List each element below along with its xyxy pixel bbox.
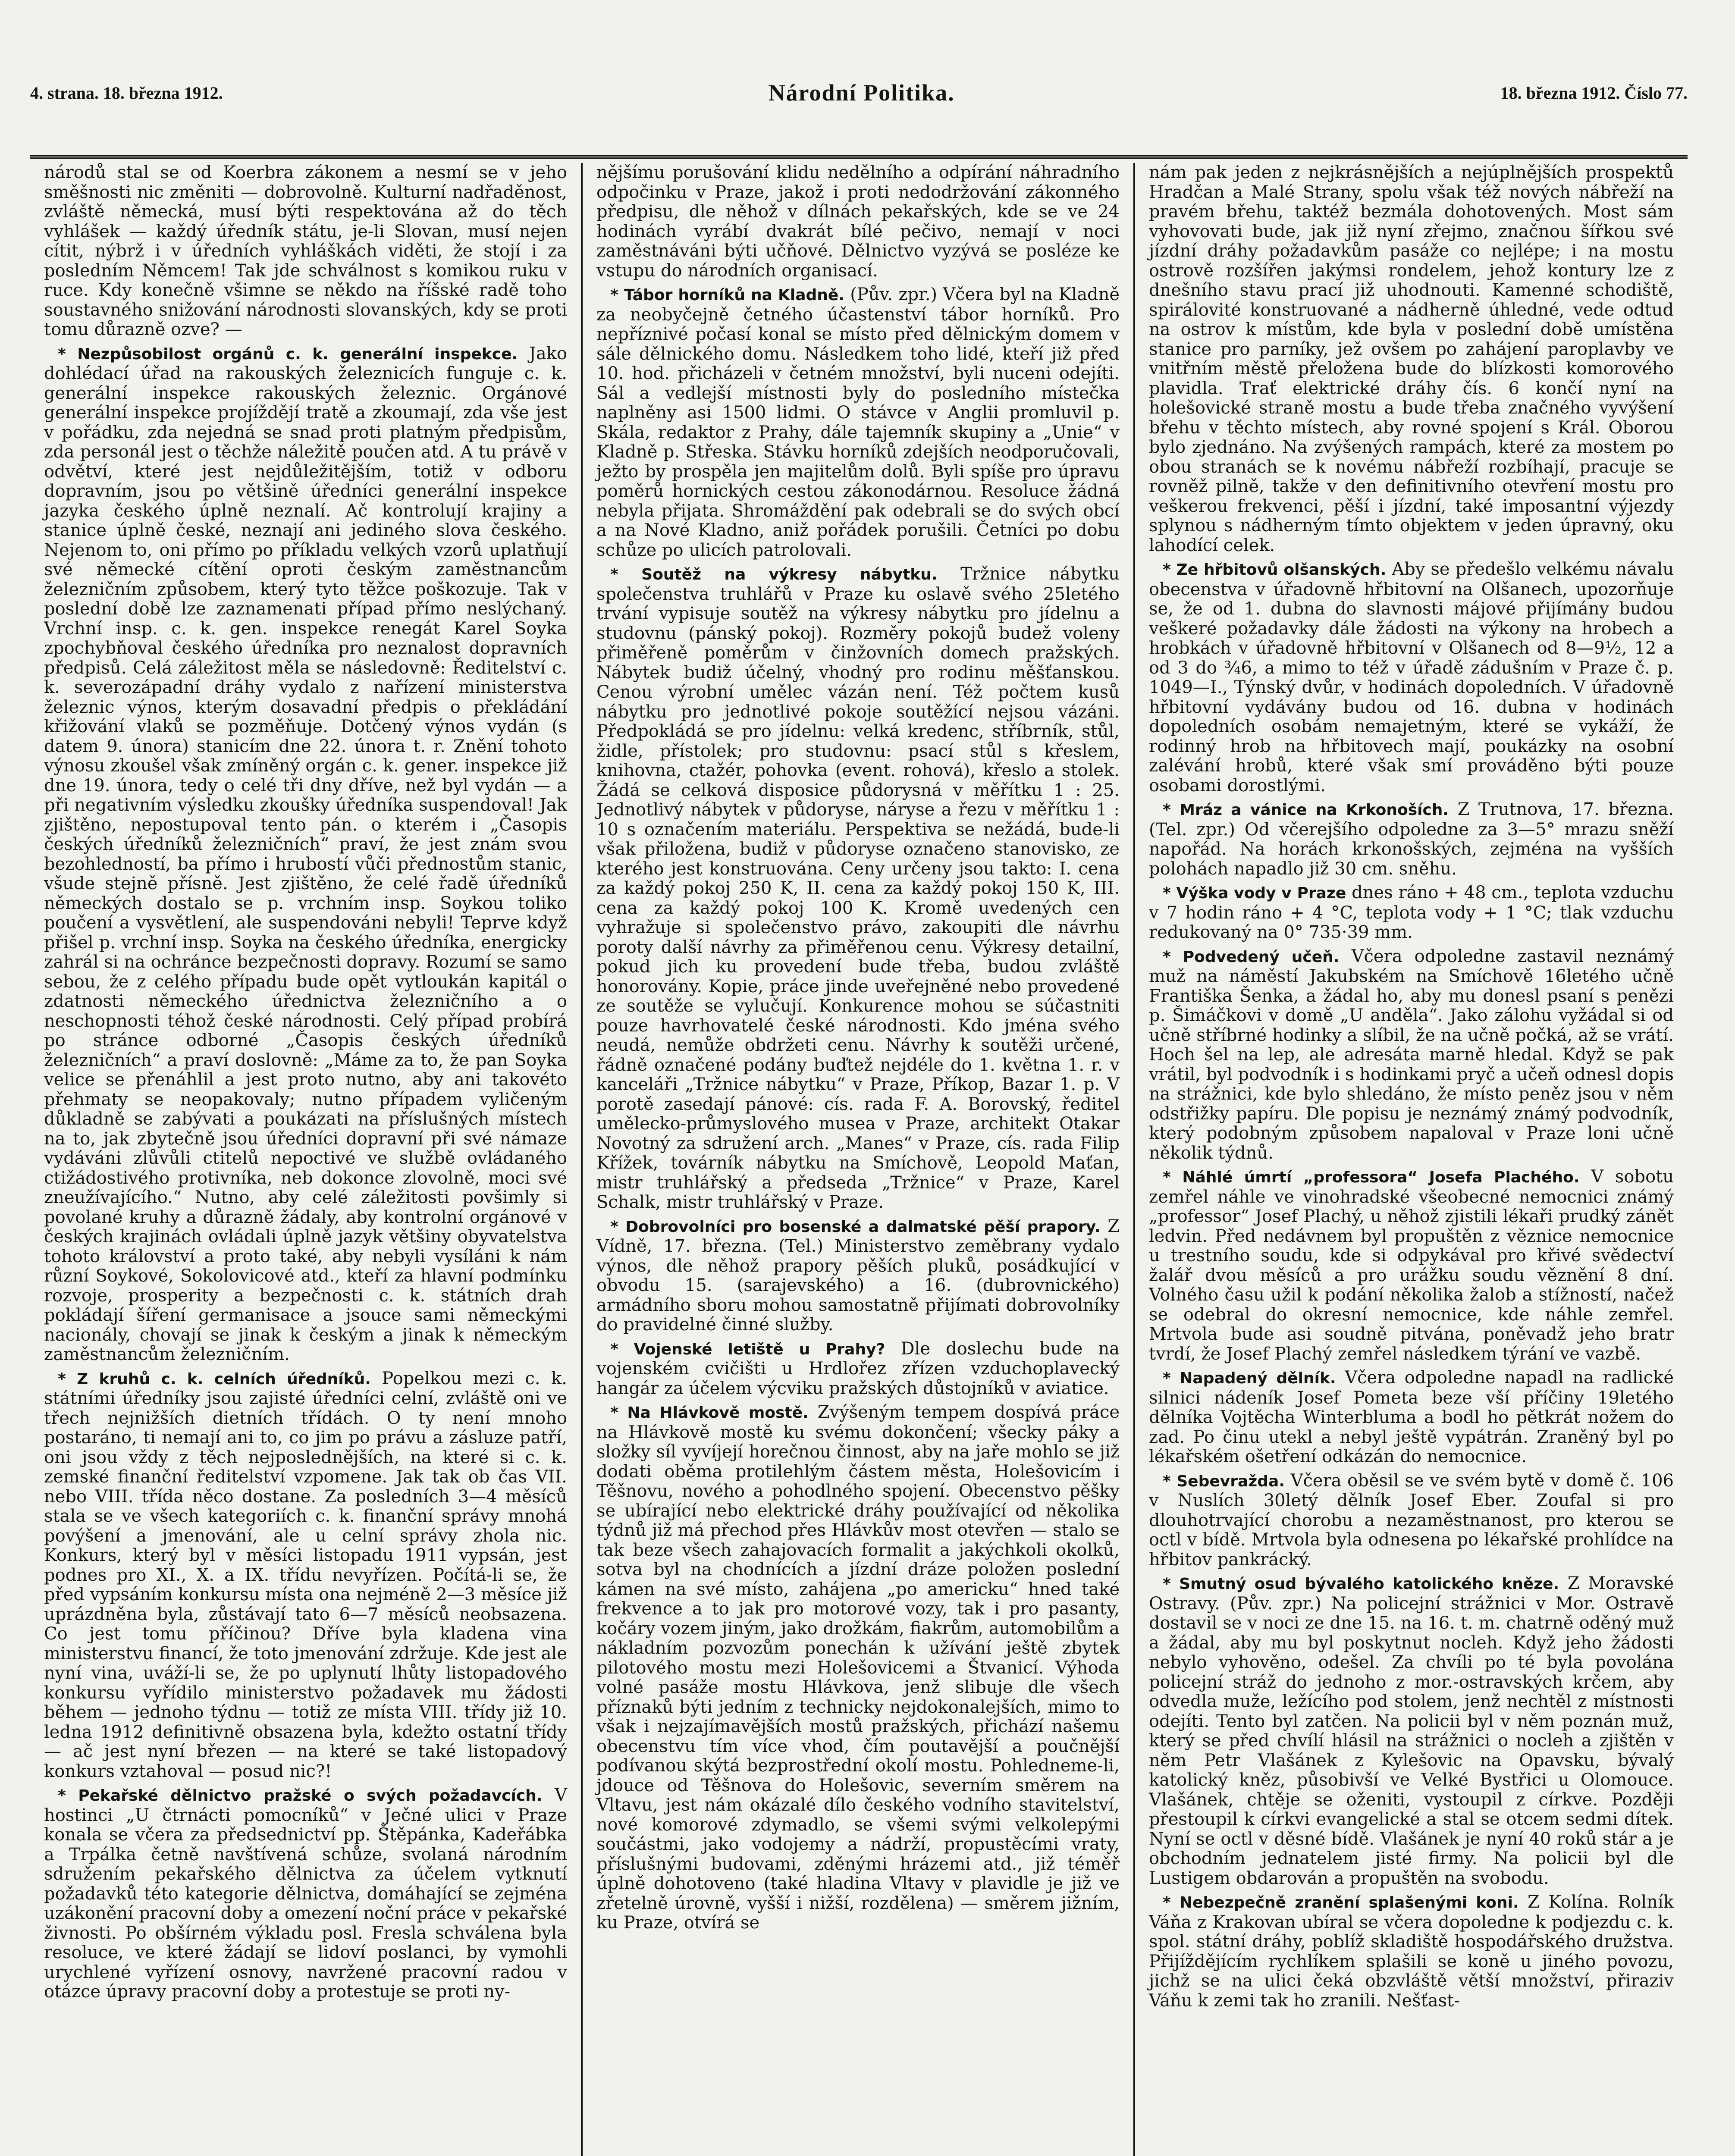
article-heading: * Pekařské dělnictvo pražské o svých požadavcích. — [58, 1787, 543, 1805]
columns — [30, 163, 1688, 2156]
column-3 — [1135, 163, 1688, 2156]
article-text: V hostinci „U čtrnácti pomocníků“ v Ječné ulici v Praze konala se včera za předsednictví pp. Štěpánka, Kadeřábka a Trpálka četně navštívená schůze, svolaná národním sdružením pekařského dělnictva za účelem vytknutí požadavků této kategorie dělnictva, domáhající se zejména uzákonění pracovní doby a omezení noční práce v pekařské živnosti. Po obšírném výkladu posl. Fresla schválena byla resoluce, ve které žádají se lidoví poslanci, by vymohli urychlené vyřízení osnovy, navržené pracovní radou v otázce úpravy pracovní doby a protestuje se proti ny- — [44, 1785, 567, 2002]
article-heading: * Smutný osud bývalého katolického kněze. — [1163, 1575, 1559, 1593]
article-text: nám pak jeden z nejkrásnějších a nejúplnějších prospektů Hradčan a Malé Strany, spolu však též nových nábřeží na pravém břehu, taktéž bezmála dohotovených. Most sám vyhovovati bude, jak již nyní zřejmo, značnou šířkou své jízdní dráhy požadavkům pasáže co nejlépe; i na mostu ostrově rozšířen jakýmsi rondelem, jehož kontury lze z dnešního stavu prací již uhodnouti. Kamenné schodiště, spirálovité konstruované a nádherně úhledné, vede odtud na ostrov k místům, kde byla v poslední době umístěna stanice pro parníky, jež ovšem po zahájení paroplavby ve vnitřním městě přeložena bude do blízkosti komorového plavidla. Trať elektrické dráhy čís. 6 končí nyní na holešovické straně mostu a bude třeba značného vyvýšení břehu v těchto místech, aby rovné spojení s Král. Oborou bylo zjednáno. Na zvýšených rampách, které za mostem po obou stranách se k novému nábřeží rozbíhají, pracuje se rovněž pilně, takže v den definitivního otevření mostu pro veškerou frekvenci, pěší i jízdní, také imposantní výjezdy splynou s nádherným tímto objektem v jeden úpravný, oku lahodící celek. — [1149, 163, 1674, 555]
article-paragraph — [44, 344, 567, 1365]
article-text: dnes ráno + 48 cm., teplota vzduchu v 7 hodin ráno + 4 °C, teplota vody + 1 °C; tlak vzduchu redukovaný na 0° 735·39 mm. — [1149, 883, 1674, 942]
article-paragraph — [1149, 560, 1674, 796]
article-heading: * Dobrovolníci pro bosenské a dalmatské pěší prapory. — [610, 1218, 1101, 1236]
page-header — [30, 13, 1688, 159]
article-paragraph — [596, 564, 1120, 1213]
article-paragraph — [1149, 947, 1674, 1163]
article-paragraph — [1149, 883, 1674, 943]
article-heading: * Nebezpečně zranění splašenými koni. — [1163, 1894, 1519, 1912]
article-heading: * Z kruhů c. k. celních úředníků. — [58, 1370, 371, 1388]
article-text: Aby se předešlo velkému návalu obecenstva v úřadovně hřbitovní na Olšanech, upozorňuje se, že od 1. dubna do slavnosti májové přijímány budou veškeré požadavky dále žádosti na výkony na hrobech a hrobkách v úřadovně hřbitovní v Olšanech od 8—9½, 12 a od 3 do ¾6, a mimo to též v úřadě zádušním v Praze č. p. 1049—I., Týnský dvůr, v hodinách dopoledních. V úřadovně hřbitovní vydávány budou od 16. dubna v hodinách dopoledních osobám nemajetným, které se vykáží, že rodinný hrob na hřbitovech mají, poukázky na osobní zalévání hrobů, které však smí prováděno býti pouze osobami dorostlými. — [1149, 559, 1674, 796]
article-heading: * Tábor horníků na Kladně. — [610, 286, 845, 304]
article-paragraph — [44, 163, 567, 340]
article-text: Z Vídně, 17. března. (Tel.) Ministerstvo zeměbrany vydalo výnos, dle něhož prapory pěších pluků, posádkující v obvodu 15. (sarajevského) a 16. (dubrovnického) armádního sboru mohou samostatně přijímati dobrovolníky do pravidelné činné služby. — [596, 1216, 1120, 1335]
article-text: nějšímu porušování klidu nedělního a odpírání náhradního odpočinku v Praze, jakož i proti nedodržování zákonného předpisu, dle něhož v dílnách pekařských, kde se ve 24 hodinách vyrábí dvakrát bílé pečivo, nemají v noci zaměstnáváni býti učňové. Dělnictvo vyzývá se posléze ke vstupu do národních organisací. — [596, 163, 1120, 281]
article-paragraph — [44, 1786, 567, 2002]
article-text: Včera odpoledne zastavil neznámý muž na náměstí Jakubském na Smíchově 16letého učně Františka Šenka, a žádal ho, aby mu donesl psaní s penězi p. Šimáčkovi v domě „U anděla“. Jako zálohu vyžádal si od učně stříbrné hodinky a slíbil, že na učně počká, až se vrátí. Hoch šel na lep, ale adresáta marně hledal. Když se pak vrátil, byl podvodník i s hodinkami pryč a učeň odnesl dopis na strážnici, kde bylo shledáno, že místo peněz jsou v něm odstřižky papíru. Dle popisu je neznámý známý podvodník, který podobným způsobem napaloval v Praze loni učně několik týdnů. — [1149, 946, 1674, 1163]
article-paragraph — [596, 285, 1120, 560]
article-heading: * Na Hlávkově mostě. — [610, 1404, 809, 1422]
article-text: Včera odpoledne napadl na radlické silnici nádeník Josef Pometa beze vší příčiny 19letého dělníka Vojtěcha Winterbluma a bodl ho pětkrát nožem do zad. Po činu utekl a nebyl ještě vypátrán. Zraněný byl po lékařském ošetření odkázán do nemocnice. — [1149, 1368, 1674, 1467]
article-text: Z Kolína. Rolník Váňa z Krakovan ubíral se včera dopoledne k podjezdu c. k. spol. státní dráhy, poblíž skladiště hospodářského družstva. Přijíždějícím rychlíkem splašili se koně u jiného povozu, jichž se na ulici čeká obzvláště větší množství, přiraziv Váňu k zemi tak ho zranili. Nešťast- — [1149, 1892, 1674, 2011]
article-paragraph — [596, 1217, 1120, 1335]
article-text: Z Moravské Ostravy. (Pův. zpr.) Na policejní strážnici v Mor. Ostravě dostavil se v noci ze dne 15. na 16. t. m. chatrně oděný muž a žádal, aby mu byl poskytnut nocleh. Když jeho žádosti nebylo vyhověno, odešel. Za chvíli po té byla povolána policejní stráž do jednoho z mor.-ostravských krčem, aby odvedla muže, ležícího pod stolem, jenž nechtěl z místnosti odejíti. Tento byl zatčen. Na policii byl v něm poznán muž, který se před chvílí hlásil na strážnici o nocleh a zjištěn v něm Petr Vlašánek z Kylešovic na Opavsku, bývalý katolický kněz, působivší ve Velké Bystřici u Olomouce. Vlašánek, chtěje se oženiti, vystoupil z církve. Později přestoupil k církvi evangelické a stal se otcem sedmi dítek. Nyní se octl v děsné bídě. Vlašánek je nyní 40 roků stár a je obchodním jednatelem jisté firmy. Na policii byl dle Lustigem obdarován a propuštěn na svobodu. — [1149, 1573, 1674, 1888]
article-paragraph — [1149, 1368, 1674, 1467]
article-text: Zvýšeným tempem dospívá práce na Hlávkově mostě ku svému dokončení; všecky páky a složky síl vyvíjejí horečnou činnost, aby na jaře mohlo se již dodati oběma protilehlým částem města, Holešovicím i Těšnovu, nového a pohodlného spojení. Obecenstvo pěšky se ubírající nebo elektrické dráhy používající od několika týdnů již má přechod přes Hlávkův most otevřen — stalo se tak beze všech zahajovacích formalit a jakýchkoli okolků, sotva byl na chodnících a jízdní dráze položen poslední kámen na své místo, zahájena „po americku“ hned také frekvence a to jak pro motorové vozy, tak i pro pasanty, kočáry vozem jiným, jako drožkám, fiakrům, automobilům a nákladním pozvozům ponechán k užívání ještě zbytek pilotového mostu mezi Holešovicemi a Štvanicí. Výhoda volné pasáže mostu Hlávkova, jenž slibuje dle všech příznaků býti jedním z technicky nejdokonalejších, mimo to však i nejzajímavějších mostů pražských, přichází našemu obecenstvu tím více vhod, čím poutavější a poučnější podívanou skýtá bezprostřední okolí mostu. Pohledneme-li, jdouce od Těšnova do Holešovic, severním směrem na Vltavu, jest nám okázalé dílo českého vodního stavitelství, nové komorové zdymadlo, se všemi svými velkolepými součástmi, jako vodojemy a nádrží, propustěcími vraty, příslušnými budovami, zděnými hrázemi atd., již téměř úplně dohotoveno (také hladina Vltavy v plavidle je již ve zřetelně úrovně, vyšší i nižší, rozdělena) — směrem jižním, ku Praze, otvírá se — [596, 1402, 1120, 1933]
article-paragraph — [1149, 163, 1674, 555]
article-text: Tržnice nábytku společenstva truhlářů v Praze ku oslavě svého 25letého trvání vypisuje soutěž na výkresy nábytku pro jídelnu a studovnu (pánský pokoj). Rozměry pokojů budež voleny přiměřeně poměrům v činžovních domech pražských. Nábytek budiž účelný, vhodný pro rodinu měšťanskou. Cenou výrobní umělec vázán není. Též počtem kusů nábytku pro jednotlivé pokoje soutěžící nejsou vázáni. Předpokládá se pro jídelnu: velká kredenc, stříbrník, stůl, židle, přístolek; pro studovnu: psací stůl s křeslem, knihovna, ctažér, pohovka (event. rohová), křeslo a stolek. Žádá se celková disposice půdorysná v měřítku 1 : 25. Jednotlivý nábytek v půdoryse, náryse a řezu v měřítku 1 : 10 s označením materiálu. Perspektiva se nežádá, bude-li však přiložena, budiž v půdoryse označeno stanovisko, ze kterého jest konstruována. Ceny určeny jsou takto: I. cena za každý pokoj 250 K, II. cena za každý pokoj 150 K, III. cena za každý pokoj 100 K. Kromě uvedených cen vyhražuje si společenstvo právo, zakoupiti dle návrhu poroty další návrhy za přiměřenou cenu. Výkresy detailní, pokud jich ku provedení bude třeba, budou zvláště honorovány. Kopie, práce jinde uveřejněné nebo provedené ze soutěže se vylučují. Konkurence mohou se súčastniti pouze havrhovatelé české národnosti. Kdo jména svého neudá, nemůže obdržeti cenu. Návrhy k soutěži určené, řádně označené podány buďtež nejdéle do 1. května 1. r. v kanceláři „Tržnice nábytku“ v Praze, Příkop, Bazar 1. p. V porotě zasedají pánové: cís. rada F. A. Borovský, ředitel umělecko-průmyslového musea v Praze, architekt Otakar Novotný za sdružení arch. „Manes“ v Praze, cís. rada Filip Křížek, továrník nábytku na Smíchově, Leopold Maťan, mistr truhlářský a předseda „Tržnice“ v Praze, Karel Schalk, mistr truhlářský v Praze. — [596, 564, 1120, 1212]
article-text: Dle doslechu bude na vojenském cvičišti u Hrdlořez zřízen vzduchoplavecký hangár za účelem výcviku pražských důstojníků v aviatice. — [596, 1338, 1120, 1398]
column-2 — [583, 163, 1135, 2156]
article-text: Popelkou mezi c. k. státními úředníky jsou zajisté úředníci celní, zvláště oni ve třech nejnižších dietních třídách. O ty není mnoho postaráno, ti nemají ani to, co jim po právu a zásluze patří, oni jsou vždy z těch nejposlednějších, na které si c. k. zemské finanční ředitelství vzpomene. Jak tak ob čas VII. nebo VIII. třída něco dostane. Za posledních 3—4 měsíců stala se ve všech kategoriích c. k. finanční správy mnohá povýšení a jmenování, ale u celní správy zhola nic. Konkurs, který byl v měsíci listopadu 1911 vypsán, jest podnes pro XI., X. a IX. třídu nevyřízen. Počítá-li se, že před vypsáním konkursu místa ona nejméně 2—3 měsíce již uprázdněna byla, zůstávají tato 6—7 měsíců neobsazena. Co jest tomu příčinou? Dříve byla kladena vina ministerstvu financí, že toto jmenování zdržuje. Kde jest ale nyní vina, uváží-li se, že po uplynutí lhůty listopadového konkursu vyřídilo ministerstvo požadavek mu žádosti během — jednoho týdnu — totiž ze místa VIII. třídy již 10. ledna 1912 definitivně obsazena byla, kdežto ostatní třídy — ač jest nyní březen — na které se také listopadový konkurs vztahoval — posud nic?! — [44, 1368, 567, 1781]
masthead: Národní Politika. — [768, 80, 955, 106]
article-text: (Pův. zpr.) Včera byl na Kladně za neobyčejně četného účastenství tábor horníků. Pro nepříznivé počasí konal se místo před dělnickým domem v sále dělnického domu. Následkem toho lidé, kteří již před 10. hod. přicházeli v četném množství, byli nuceni odejíti. Sál a vedlejší místnosti byly do posledního místečka naplněny asi 1500 lidmi. O stávce v Anglii promluvil p. Skála, redaktor z Prahy, dále tajemník skupiny a „Unie“ v Kladně p. Střeska. Stávku horníků zdejších neodporučovali, ježto by prospěla jen majitelům dolů. Byli spíše pro úpravu poměrů hornických cestou zákonodárnou. Resoluce žádná nebyla přijata. Shromáždění pak odebrali se do svých obcí a na Nové Kladno, aniž pořádek porušili. Četníci po dobu schůze po ulicích patrolovali. — [596, 285, 1120, 560]
article-heading: * Napadený dělník. — [1163, 1369, 1336, 1387]
article-text: národů stal se od Koerbra zákonem a nesmí se v jeho směšnosti nic změniti — dobrovolně. Kulturní nadřaděnost, zvláště německá, musí býti respektována až do těch vyhlášek — každý úředník státu, je-li Slovan, musí nejen cítit, nýbrž i v úředních vyhláškách viděti, že stojí i za posledním Němcem! Tak jde schválnost s komikou ruku v ruce. Kdy konečně všimne se někdo na říšské radě toho soustavného snižování národnosti slovanských, kdy se proti tomu důrazně ozve? — — [44, 163, 567, 339]
article-paragraph — [1149, 1574, 1674, 1888]
article-paragraph — [1149, 1167, 1674, 1364]
article-paragraph — [596, 1339, 1120, 1399]
article-paragraph — [44, 1369, 567, 1782]
article-text: V sobotu zemřel náhle ve vinohradské všeobecné nemocnici známý „professor“ Josef Plachý, u něhož zjistili lékaři prudký zánět ledvin. Před nedávnem byl propuštěn z věznice nemocnice u trestního soudu, kde si odpykával pro křivé svědectví žalář dvou měsíců a pro urážku soudu věznění 8 dní. Volného času užil k podání několika žalob a stížností, načež se odebral do okresní nemocnice, kde náhle zemřel. Mrtvola bude asi soudně pitvána, poněvadž jeho bratr tvrdí, že Josef Plachý zemřel následkem týrání ve vazbě. — [1149, 1167, 1674, 1364]
article-heading: * Soutěž na výkresy nábytku. — [610, 566, 938, 583]
article-heading: * Náhlé úmrtí „professora“ Josefa Plachého. — [1163, 1169, 1580, 1186]
article-text: Jako dohlédací úřad na rakouských železnicích funguje c. k. generální inspekce rakouských železnic. Orgánové generální inspekce projíždějí tratě a zkoumají, zda vše jest v pořádku, zda nejedná se snad proti platným předpisům, zda personál jest o těchže náležitě poučen atd. A tu právě v odvětví, které jest nejdůležitějším, totiž v odboru dopravním, jsou po většině úředníci generální inspekce jazyka českého úplně neznalí. Ač kontrolují krajiny a stanice úplně české, neznají ani jediného slova českého. Nejenom to, oni přímo po příkladu velkých vzorů uplatňují své německé cítění oproti českým zaměstnancům železničním způsobem, který tyto těžce poškozuje. Tak v poslední době lze zaznamenati případ přímo neslýchaný. Vrchní insp. c. k. gen. inspekce renegát Karel Soyka zpochybňoval českého úředníka pro neznalost dopravních předpisů. Celá záležitost měla se následovně: Ředitelství c. k. severozápadní dráhy vydalo z nařízení ministerstva železnic výnos, kterým dosavadní předpis o překládání křižování vlaků se pozměňuje. Dotčený výnos vydán (s datem 9. února) stanicím dne 22. února t. r. Znění tohoto výnosu zkoušel však zmíněný orgán c. k. gener. inspekce již dne 19. února, tedy o celé tři dny dříve, než byl vydán — a při negativním výsledku zkoušky úředníka suspendoval! Jak zjištěno, nepostupoval tento pán. o kterém i „Časopis českých úředníků železničních“ praví, že jest znám svou bezohledností, ba přímo i hrubostí vůči přednostům stanic, všude stejně přísně. Jest zjištěno, že celé řadě úředníků německých dostalo se p. vrchním insp. Soykou toliko poučení a vysvětlení, ale suspendováni nebyli! Teprve když přišel p. vrchní insp. Soyka na českého úředníka, energicky zahrál si na ochránce bezpečnosti dopravy. Rozumí se samo sebou, že z celého případu bude opět vytloukán kapitál o zdatnosti německého úřednictva železničního a o neschopnosti téhož české národnosti. Celý případ probírá po stránce odborné „Časopis českých úředníků železničních“ a praví doslovně: „Máme za to, že pan Soyka velice se přenáhlil a jest proto nutno, aby ani takovéto přehmaty se neopakovaly; nutno případem vyličeným důkladně se zabývati a poukázati na příslušných místech na to, jak zbytečně jsou úředníci dopravní při své námaze vydáváni zlůvůli ctitelů nepoctivé ve službě ovládaného ctižádostivého protivníka, neb dokonce zlovolně, moci své zneužívajícího.“ Nutno, aby celé záležitosti povšimly si povolané kruhy a důrazně žádaly, aby kontrolní orgánové v českých krajinách ovládali úplně jazyk většiny obyvatelstva tohoto království a proto také, aby nebyli vysíláni k nám různí Soykové, Sokolovicové atd., kteří za hlavní podmínku rozvoje, prosperity a bezpečnosti c. k. státních drah pokládají šíření germanisace a jsouce sami německými nacionály, chovají se jinak k českým a jinak k německým zaměstnancům železničním. — [44, 343, 567, 1364]
article-paragraph — [596, 163, 1120, 281]
article-heading: * Výška vody v Praze — [1163, 884, 1346, 902]
article-heading: * Vojenské letiště u Prahy? — [610, 1340, 885, 1358]
header-right: 18. března 1912. Číslo 77. — [1500, 83, 1688, 103]
article-heading: * Podvedený učeň. — [1163, 948, 1340, 966]
article-heading: * Ze hřbitovů olšanských. — [1163, 561, 1387, 579]
article-heading: * Nezpůsobilost orgánů c. k. generální inspekce. — [58, 345, 518, 363]
article-heading: * Sebevražda. — [1163, 1472, 1285, 1490]
article-paragraph — [596, 1403, 1120, 1933]
article-heading: * Mráz a vánice na Krkonoších. — [1163, 801, 1449, 819]
header-left: 4. strana. 18. března 1912. — [30, 83, 223, 103]
column-1 — [30, 163, 583, 2156]
article-paragraph — [1149, 1471, 1674, 1570]
article-paragraph — [1149, 1893, 1674, 2011]
article-text: Včera oběsil se ve svém bytě v domě č. 106 v Nuslích 30letý dělník Josef Eber. Zoufal si pro dlouhotrvající chorobu a nezaměstnanost, pro kterou se octl v bídě. Mrtvola byla odnesena po lékařské prohlídce na hřbitov pankrácký. — [1149, 1470, 1674, 1570]
article-paragraph — [1149, 800, 1674, 879]
article-text: Z Trutnova, 17. března. (Tel. zpr.) Od včerejšího odpoledne za 3—5° mrazu sněží napořád. Na horách krkonošských, zejména na vyšších polohách napadlo již 30 cm. sněhu. — [1149, 799, 1674, 879]
